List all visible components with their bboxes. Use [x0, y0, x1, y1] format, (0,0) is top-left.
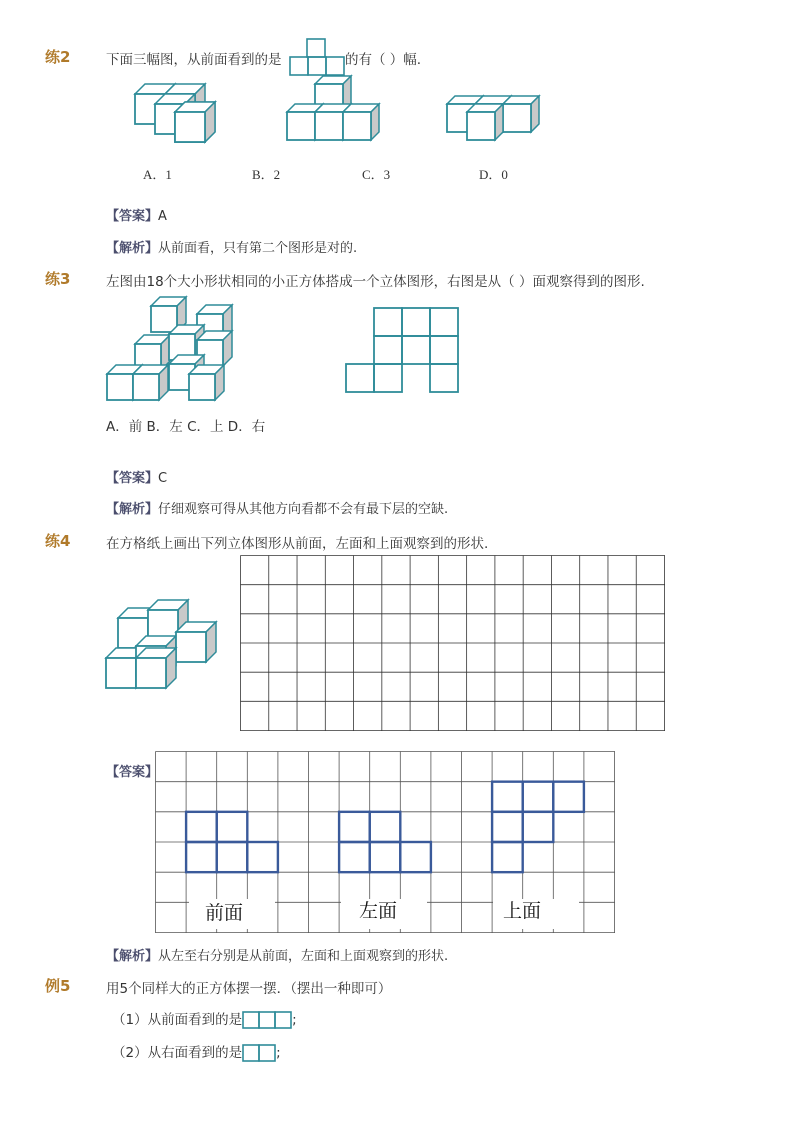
three-square-view	[242, 1011, 292, 1029]
answer-q3	[106, 467, 167, 486]
question-tag-q2: 练2	[45, 48, 71, 66]
option-b: B．2	[252, 167, 281, 182]
cube-stack-18	[105, 296, 245, 404]
view-label-front: 前面	[205, 902, 244, 924]
view-label-left: 左面	[359, 900, 398, 922]
answer-label: 【答案】	[106, 209, 159, 224]
option-c: C．3	[362, 167, 391, 182]
question-text-q5: 用5个同样大的正方体摆一摆．（摆出一种即可）	[106, 981, 392, 997]
question-tag-q3: 练3	[45, 270, 71, 288]
q5-item-1	[112, 1008, 297, 1029]
question-text-q2-after: 的有（ ）幅.	[345, 52, 422, 68]
blank-grid-paper	[240, 555, 666, 732]
analysis-text: 仔细观察可得从其他方向看都不会有最下层的空缺.	[158, 502, 449, 517]
inline-front-view-figure	[289, 38, 345, 76]
q5-item-1-text: （1）从前面看到的是	[112, 1012, 243, 1028]
analysis-q2	[106, 237, 357, 256]
answer-value: A	[158, 209, 167, 224]
options-q3: A．前 B．左 C．上 D．右	[106, 419, 266, 435]
question-tag-q4: 练4	[45, 532, 71, 550]
cube-figure-3	[445, 92, 547, 144]
answer-q2	[106, 205, 167, 224]
analysis-text: 从左至右分别是从前面，左面和上面观察到的形状.	[158, 949, 449, 964]
analysis-label: 【解析】	[106, 949, 159, 964]
analysis-q3	[106, 498, 448, 517]
cube-figure-1	[133, 82, 225, 144]
view-label-top: 上面	[503, 900, 542, 922]
question-text-q4: 在方格纸上画出下列立体图形从前面，左面和上面观察到的形状.	[106, 536, 489, 552]
q5-item-2-end: ;	[276, 1045, 281, 1061]
answer-value: C	[158, 471, 168, 486]
option-a: A．1	[143, 167, 172, 182]
analysis-label: 【解析】	[106, 502, 159, 517]
analysis-label: 【解析】	[106, 241, 159, 256]
cube-figure-2	[285, 72, 385, 144]
answer-label: 【答案】	[106, 765, 159, 780]
two-square-view	[242, 1044, 276, 1062]
cube-figure-q4	[104, 598, 230, 690]
question-text-q3: 左图由18个大小形状相同的小正方体搭成一个立体图形，右图是从（ ）面观察得到的图形.	[106, 274, 645, 290]
q5-item-2	[112, 1041, 281, 1062]
answer-q4-label	[106, 761, 158, 780]
answer-label: 【答案】	[106, 471, 159, 486]
view-grid-figure	[345, 307, 463, 397]
q5-item-1-end: ;	[292, 1012, 297, 1028]
option-d: D．0	[479, 167, 508, 182]
answer-grid	[155, 751, 617, 935]
question-tag-q5: 例5	[45, 977, 71, 995]
analysis-text: 从前面看，只有第二个图形是对的.	[158, 241, 358, 256]
q5-item-2-text: （2）从右面看到的是	[112, 1045, 243, 1061]
analysis-q4	[106, 945, 448, 964]
question-text-q2-before: 下面三幅图，从前面看到的是	[106, 52, 282, 68]
